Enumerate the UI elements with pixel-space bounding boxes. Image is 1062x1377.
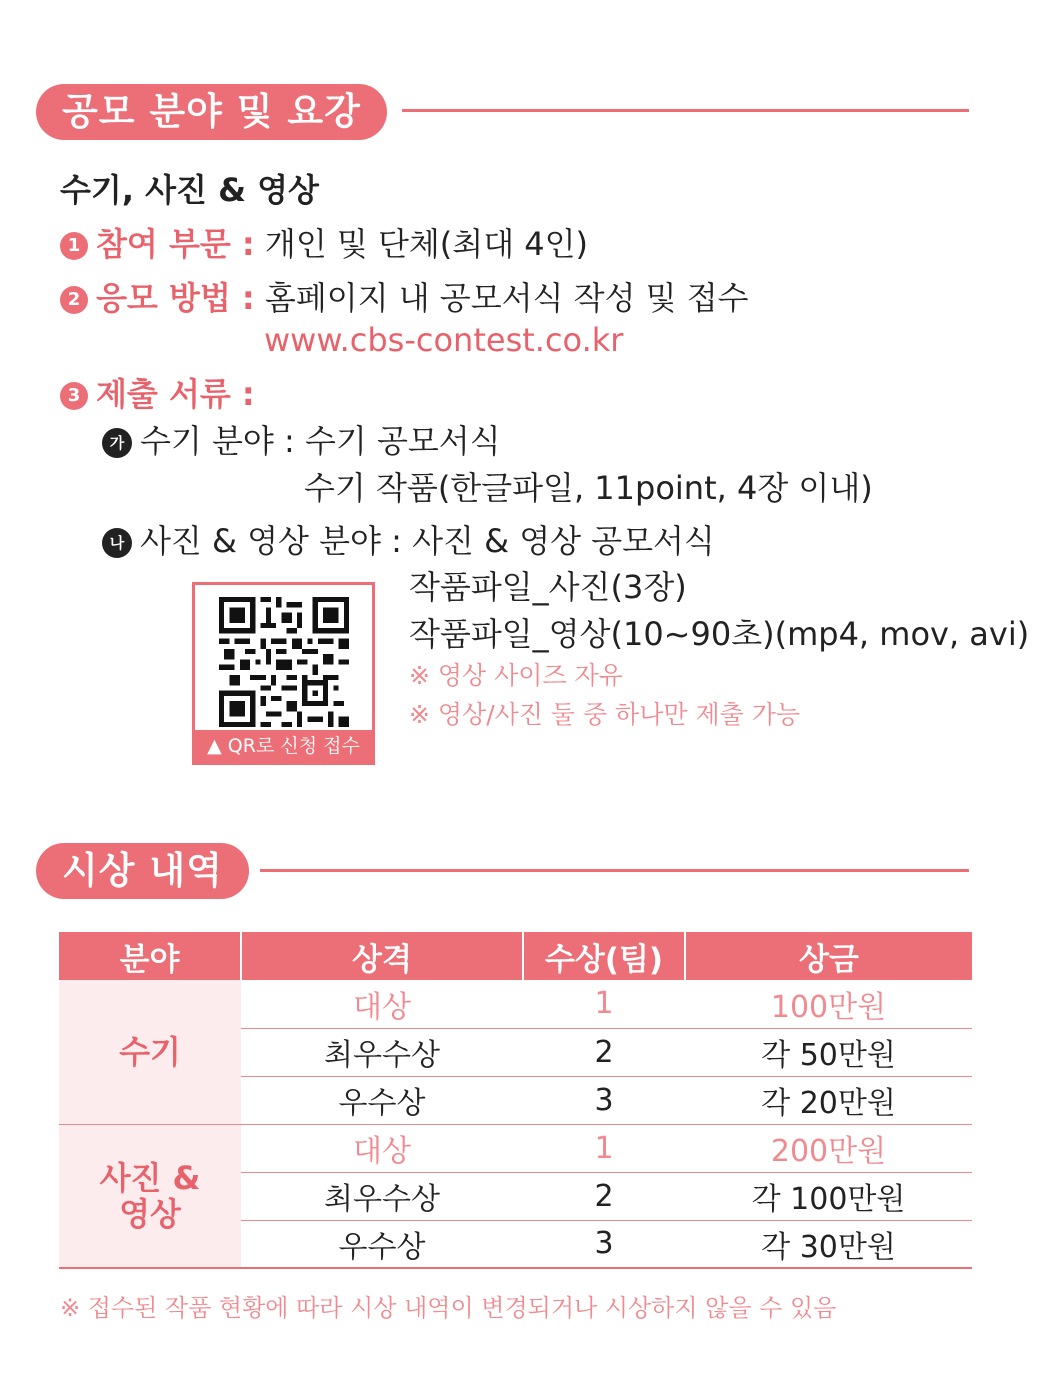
qr-caption: ▲ QR로 신청 접수 xyxy=(195,730,372,762)
category-photo-video xyxy=(59,1124,241,1268)
teams-cell: 2 xyxy=(523,1172,685,1220)
teams-cell: 2 xyxy=(523,1028,685,1076)
award-cell: 우수상 xyxy=(241,1220,523,1268)
section-title-awards: 시상 내역 xyxy=(36,843,249,899)
prize-cell: 각 50만원 xyxy=(685,1028,972,1076)
teams-cell: 1 xyxy=(523,980,685,1028)
marker-na: 나 xyxy=(102,528,132,558)
contest-website-link[interactable]: www.cbs-contest.co.kr xyxy=(264,321,624,359)
video-file-line: 작품파일_영상(10~90초)(mp4, mov, avi) xyxy=(409,615,1030,653)
essay-work-line: 수기 작품(한글파일, 11point, 4장 이내) xyxy=(304,469,873,507)
teams-cell: 3 xyxy=(523,1076,685,1124)
header-teams: 수상(팀) xyxy=(523,932,685,980)
award-cell: 대상 xyxy=(241,980,523,1028)
application-method-row xyxy=(60,278,749,318)
prize-cell: 200만원 xyxy=(685,1124,972,1172)
award-cell: 우수상 xyxy=(241,1076,523,1124)
prize-cell: 100만원 xyxy=(685,980,972,1028)
photo-video-field-row xyxy=(102,521,715,561)
teams-cell: 3 xyxy=(523,1220,685,1268)
participation-value: 개인 및 단체(최대 4인) xyxy=(264,225,589,263)
participation-label: 참여 부문 : xyxy=(96,225,255,263)
marker-ga: 가 xyxy=(102,428,132,458)
number-badge-3: 3 xyxy=(60,382,88,410)
application-method-value: 홈페이지 내 공모서식 작성 및 접수 xyxy=(264,279,749,317)
essay-form-line: 수기 공모서식 xyxy=(304,422,501,460)
essay-field-label: 수기 분야 : xyxy=(140,422,295,460)
qr-code-box[interactable] xyxy=(192,582,375,765)
header-prize: 상금 xyxy=(685,932,972,980)
section-header-awards xyxy=(36,843,249,899)
awards-table xyxy=(59,932,972,1269)
prize-cell: 각 30만원 xyxy=(685,1220,972,1268)
participation-row xyxy=(60,224,588,264)
teams-cell: 1 xyxy=(523,1124,685,1172)
table-header-row xyxy=(59,932,972,980)
photo-file-line: 작품파일_사진(3장) xyxy=(409,568,687,606)
section-header-guidelines xyxy=(36,84,387,140)
essay-field-row xyxy=(102,421,501,461)
video-size-note: ※ 영상 사이즈 자유 xyxy=(409,661,623,690)
awards-footnote: ※ 접수된 작품 현황에 따라 시상 내역이 변경되거나 시상하지 않을 수 있음 xyxy=(60,1294,837,1322)
category-photo-video-line1: 사진 & xyxy=(99,1158,201,1197)
section-divider-2 xyxy=(260,869,969,872)
award-cell: 대상 xyxy=(241,1124,523,1172)
section-title-guidelines: 공모 분야 및 요강 xyxy=(36,84,387,140)
documents-row xyxy=(60,374,255,414)
photo-video-form-line: 사진 & 영상 공모서식 xyxy=(412,522,715,560)
documents-label: 제출 서류 : xyxy=(96,375,255,413)
prize-cell: 각 100만원 xyxy=(685,1172,972,1220)
number-badge-2: 2 xyxy=(60,286,88,314)
categories-subtitle: 수기, 사진 & 영상 xyxy=(60,171,319,209)
application-method-label: 응모 방법 : xyxy=(96,279,255,317)
category-essay: 수기 xyxy=(59,980,241,1124)
photo-video-field-label: 사진 & 영상 분야 : xyxy=(140,522,402,560)
qr-code-icon xyxy=(219,597,349,727)
photo-or-video-note: ※ 영상/사진 둘 중 하나만 제출 가능 xyxy=(409,700,801,729)
header-award: 상격 xyxy=(241,932,523,980)
award-cell: 최우수상 xyxy=(241,1172,523,1220)
number-badge-1: 1 xyxy=(60,232,88,260)
section-divider-1 xyxy=(402,109,969,112)
table-row xyxy=(59,980,972,1028)
table-row xyxy=(59,1124,972,1172)
prize-cell: 각 20만원 xyxy=(685,1076,972,1124)
category-photo-video-line2: 영상 xyxy=(119,1194,181,1233)
header-field: 분야 xyxy=(59,932,241,980)
award-cell: 최우수상 xyxy=(241,1028,523,1076)
